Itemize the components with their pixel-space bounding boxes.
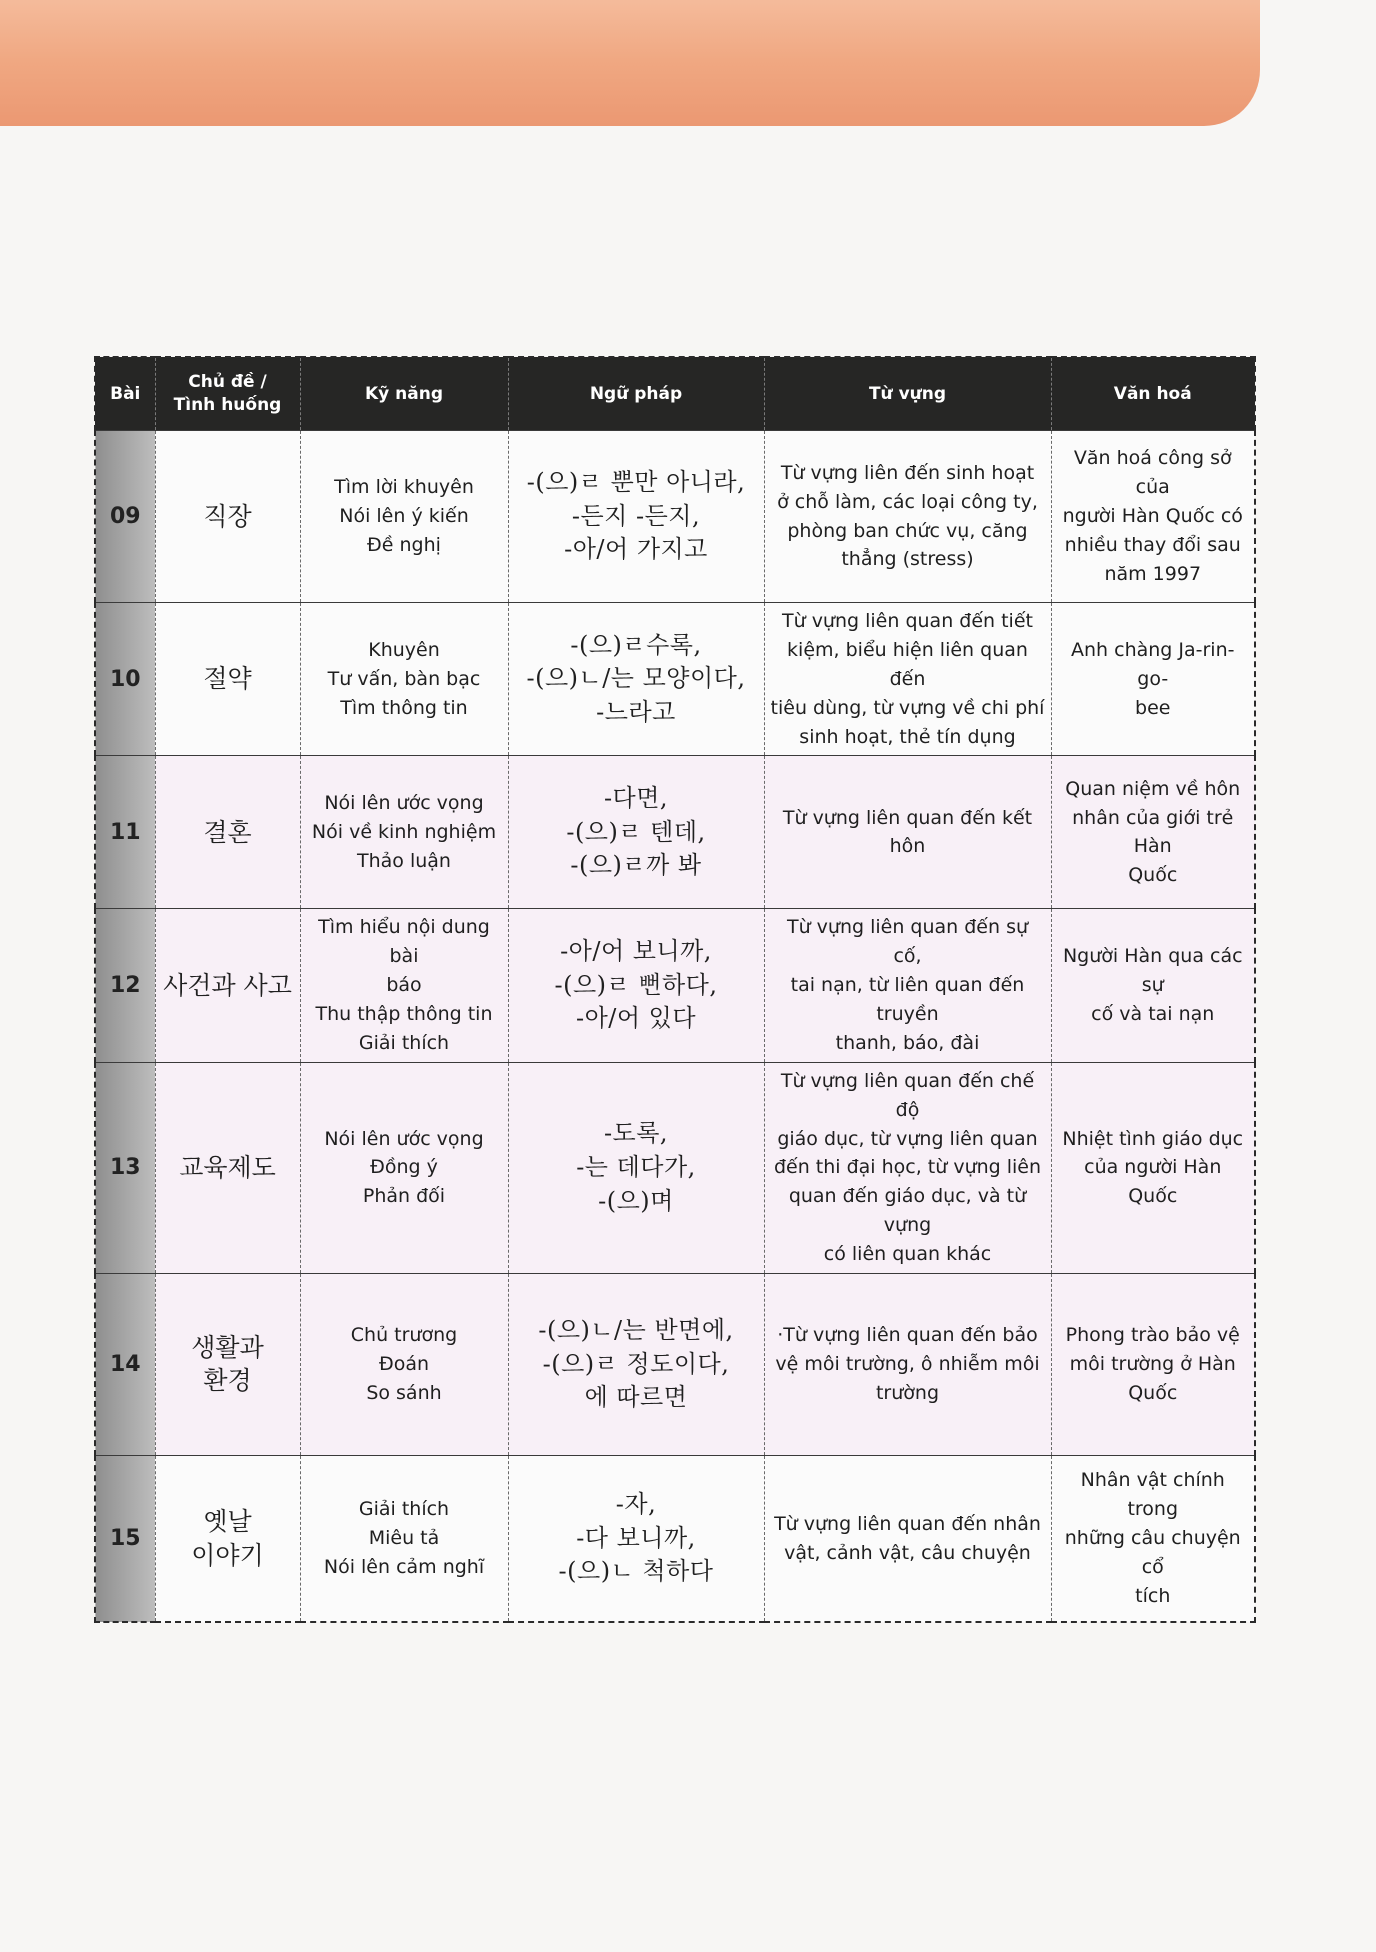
- skills-cell-line: Nói lên ước vọng: [324, 1127, 484, 1150]
- grammar-cell-line: -(으)ㄹ수록,: [570, 630, 702, 659]
- skills-cell-line: Miêu tả: [368, 1527, 440, 1550]
- topic-cell: [155, 1273, 300, 1455]
- grammar-cell: [508, 431, 764, 603]
- table-row: [95, 1455, 1255, 1622]
- vocabulary-cell-line: có liên quan khác: [823, 1243, 992, 1265]
- skills-cell-line: Tìm lời khuyên: [334, 476, 474, 499]
- skills-cell-line: Tìm hiểu nội dung bài: [318, 916, 490, 968]
- topic-cell: [155, 756, 300, 909]
- vocabulary-cell-line: kiệm, biểu hiện liên quan đến: [787, 638, 1028, 690]
- topic-cell-line: 환경: [203, 1366, 252, 1396]
- skills-cell-line: báo: [386, 974, 422, 997]
- culture-cell-line: của người Hàn Quốc: [1084, 1156, 1222, 1208]
- skills-cell: [300, 909, 508, 1062]
- grammar-cell-line: -(으)ㄴ/는 모양이다,: [526, 664, 746, 693]
- grammar-cell-line: -아/어 보니까,: [560, 937, 712, 966]
- culture-cell-line: Anh chàng Ja-rin-go-: [1071, 638, 1235, 690]
- vocabulary-cell: [764, 756, 1051, 909]
- skills-cell-line: Tư vấn, bàn bạc: [327, 667, 481, 690]
- table-body: [95, 431, 1255, 1623]
- topic-cell: [155, 603, 300, 756]
- culture-cell-line: môi trường ở Hàn: [1069, 1352, 1236, 1375]
- culture-cell-line: Văn hoá công sở của: [1073, 447, 1232, 499]
- grammar-cell-line: -(으)ㄹ 뻔하다,: [554, 970, 718, 999]
- culture-cell-line: Người Hàn qua các sự: [1062, 945, 1243, 997]
- skills-cell: [300, 431, 508, 603]
- skills-cell-line: Chủ trương: [350, 1324, 458, 1347]
- grammar-cell-line: -아/어 있다: [575, 1004, 697, 1033]
- table-header-row: [95, 357, 1255, 431]
- culture-cell-line: Nhiệt tình giáo dục: [1062, 1127, 1244, 1150]
- skills-cell: [300, 756, 508, 909]
- skills-cell-line: Thảo luận: [357, 849, 451, 872]
- table-row: [95, 1273, 1255, 1455]
- topic-cell-line: 사건과 사고: [163, 970, 292, 1000]
- header-topic: [155, 357, 300, 431]
- vocabulary-cell-line: ở chỗ làm, các loại công ty,: [777, 490, 1038, 513]
- skills-cell-line: Nói lên cảm nghĩ: [323, 1556, 485, 1579]
- grammar-cell-line: -(으)ㄹ까 봐: [570, 851, 702, 880]
- topic-cell-line: 생활과: [191, 1332, 264, 1362]
- culture-cell-line: những câu chuyện cổ: [1064, 1527, 1241, 1579]
- lesson-number: 09: [95, 431, 155, 603]
- skills-cell-line: Thu thập thông tin: [315, 1003, 493, 1025]
- vocabulary-cell-line: thanh, báo, đài: [835, 1031, 980, 1054]
- culture-cell: [1051, 603, 1255, 756]
- grammar-cell-line: -(으)ㄹ 텐데,: [566, 817, 706, 846]
- syllabus-table: [94, 356, 1256, 1623]
- lesson-number: 11: [95, 756, 155, 909]
- vocabulary-cell-line: thẳng (stress): [841, 548, 974, 571]
- vocabulary-cell-line: Từ vựng liên quan đến sự cố,: [786, 916, 1029, 968]
- header-skills: Kỹ năng: [300, 357, 508, 431]
- skills-cell: [300, 1062, 508, 1273]
- culture-cell: [1051, 909, 1255, 1062]
- culture-cell-line: bee: [1135, 696, 1171, 719]
- culture-cell-line: cố và tai nạn: [1091, 1003, 1215, 1025]
- vocabulary-cell-line: Từ vựng liên quan đến tiết: [782, 610, 1033, 632]
- vocabulary-cell: [764, 909, 1051, 1062]
- lesson-number: 14: [95, 1273, 155, 1455]
- header-culture: Văn hoá: [1051, 357, 1255, 431]
- culture-cell-line: người Hàn Quốc có: [1062, 505, 1243, 528]
- grammar-cell-line: -(으)ㄹ 뿐만 아니라,: [526, 468, 746, 497]
- skills-cell-line: Nói về kinh nghiệm: [311, 820, 497, 843]
- skills-cell-line: Đoán: [378, 1352, 430, 1375]
- table-row: [95, 431, 1255, 603]
- topic-cell-line: 직장: [203, 501, 252, 531]
- culture-cell-line: Nhân vật chính trong: [1080, 1469, 1225, 1521]
- grammar-cell: [508, 1062, 764, 1273]
- grammar-cell-line: -는 데다가,: [576, 1153, 696, 1182]
- skills-cell-line: Đồng ý: [370, 1156, 438, 1179]
- culture-cell-line: năm 1997: [1104, 562, 1202, 585]
- vocabulary-cell: [764, 1273, 1051, 1455]
- vocabulary-cell-line: Từ vựng liên quan đến nhân: [774, 1512, 1041, 1535]
- grammar-cell-line: -든지 -든지,: [571, 501, 701, 530]
- grammar-cell-line: -(으)ㄹ 정도이다,: [542, 1349, 730, 1378]
- skills-cell: [300, 1273, 508, 1455]
- vocabulary-cell-line: Từ vựng liên đến sinh hoạt: [780, 461, 1035, 484]
- topic-cell-line: 결혼: [203, 817, 252, 847]
- grammar-cell-line: -느라고: [596, 697, 676, 726]
- vocabulary-cell-line: tai nạn, từ liên quan đến truyền: [790, 974, 1025, 1025]
- topic-cell-line: 교육제도: [179, 1152, 276, 1182]
- grammar-cell: [508, 756, 764, 909]
- skills-cell-line: So sánh: [366, 1381, 442, 1404]
- culture-cell: [1051, 1062, 1255, 1273]
- skills-cell-line: Nói lên ước vọng: [324, 792, 484, 815]
- culture-cell-line: Quốc: [1128, 864, 1178, 887]
- grammar-cell-line: -자,: [615, 1490, 657, 1519]
- header-decoration-band: [0, 0, 1260, 126]
- lesson-number: 13: [95, 1062, 155, 1273]
- vocabulary-cell-line: vật, cảnh vật, câu chuyện: [784, 1541, 1031, 1564]
- topic-cell: [155, 431, 300, 603]
- topic-cell-line: 이야기: [191, 1540, 264, 1570]
- table-row: [95, 756, 1255, 909]
- grammar-cell: [508, 1455, 764, 1622]
- header-vocabulary: Từ vựng: [764, 357, 1051, 431]
- lesson-number: 15: [95, 1455, 155, 1622]
- vocabulary-cell: [764, 1455, 1051, 1622]
- grammar-cell-line: -다면,: [603, 783, 669, 812]
- grammar-cell-line: -아/어 가지고: [564, 535, 708, 564]
- grammar-cell-line: -다 보니까,: [576, 1523, 696, 1552]
- culture-cell-line: nhiều thay đổi sau: [1064, 533, 1241, 556]
- topic-cell: [155, 1455, 300, 1622]
- vocabulary-cell: [764, 431, 1051, 603]
- vocabulary-cell: [764, 603, 1051, 756]
- header-topic-line1: Chủ đề /: [188, 372, 267, 393]
- culture-cell: [1051, 431, 1255, 603]
- table-row: [95, 909, 1255, 1062]
- vocabulary-cell-line: tiêu dùng, từ vựng về chi phí: [770, 696, 1045, 719]
- topic-cell-line: 절약: [203, 664, 252, 694]
- grammar-cell: [508, 603, 764, 756]
- skills-cell-line: Giải thích: [358, 1031, 450, 1054]
- grammar-cell-line: -(으)며: [598, 1186, 674, 1215]
- vocabulary-cell-line: giáo dục, từ vựng liên quan: [777, 1127, 1038, 1150]
- culture-cell-line: tích: [1135, 1584, 1171, 1607]
- skills-cell-line: Giải thích: [358, 1498, 450, 1521]
- vocabulary-cell-line: Từ vựng liên quan đến chế độ: [780, 1069, 1035, 1121]
- skills-cell-line: Tìm thông tin: [340, 696, 468, 719]
- grammar-cell: [508, 1273, 764, 1455]
- header-topic-line2: Tình huống: [173, 395, 282, 415]
- vocabulary-cell-line: vệ môi trường, ô nhiễm môi: [775, 1352, 1040, 1375]
- vocabulary-cell-line: phòng ban chức vụ, căng: [787, 519, 1028, 542]
- skills-cell-line: Nói lên ý kiến: [339, 505, 469, 528]
- lesson-number: 10: [95, 603, 155, 756]
- grammar-cell: [508, 909, 764, 1062]
- topic-cell-line: 옛날: [203, 1506, 252, 1536]
- culture-cell-line: Quan niệm về hôn: [1065, 777, 1241, 800]
- topic-cell: [155, 1062, 300, 1273]
- culture-cell: [1051, 756, 1255, 909]
- table-row: [95, 1062, 1255, 1273]
- grammar-cell-line: -도록,: [603, 1119, 669, 1148]
- grammar-cell-line: -(으)ㄴ/는 반면에,: [538, 1315, 734, 1344]
- culture-cell: [1051, 1455, 1255, 1622]
- culture-cell: [1051, 1273, 1255, 1455]
- vocabulary-cell: [764, 1062, 1051, 1273]
- vocabulary-cell-line: Từ vựng liên quan đến kết hôn: [782, 806, 1033, 858]
- lesson-number: 12: [95, 909, 155, 1062]
- vocabulary-cell-line: sinh hoạt, thẻ tín dụng: [799, 725, 1016, 748]
- skills-cell: [300, 603, 508, 756]
- skills-cell: [300, 1455, 508, 1622]
- vocabulary-cell-line: đến thi đại học, từ vựng liên: [773, 1156, 1042, 1179]
- topic-cell: [155, 909, 300, 1062]
- culture-cell-line: Phong trào bảo vệ: [1065, 1324, 1240, 1347]
- grammar-cell-line: 에 따르면: [584, 1383, 688, 1412]
- skills-cell-line: Khuyên: [368, 638, 440, 661]
- skills-cell-line: Phản đối: [362, 1185, 446, 1208]
- skills-cell-line: Đề nghị: [367, 533, 441, 556]
- vocabulary-cell-line: quan đến giáo dục, và từ vựng: [788, 1185, 1027, 1237]
- culture-cell-line: nhân của giới trẻ Hàn: [1072, 806, 1234, 858]
- table-row: [95, 603, 1255, 756]
- vocabulary-cell-line: trường: [875, 1381, 940, 1404]
- culture-cell-line: Quốc: [1128, 1381, 1178, 1404]
- header-lesson: Bài: [95, 357, 155, 431]
- vocabulary-cell-line: ·Từ vựng liên quan đến bảo: [777, 1324, 1038, 1347]
- header-grammar: Ngữ pháp: [508, 357, 764, 431]
- grammar-cell-line: -(으)ㄴ 척하다: [558, 1557, 714, 1586]
